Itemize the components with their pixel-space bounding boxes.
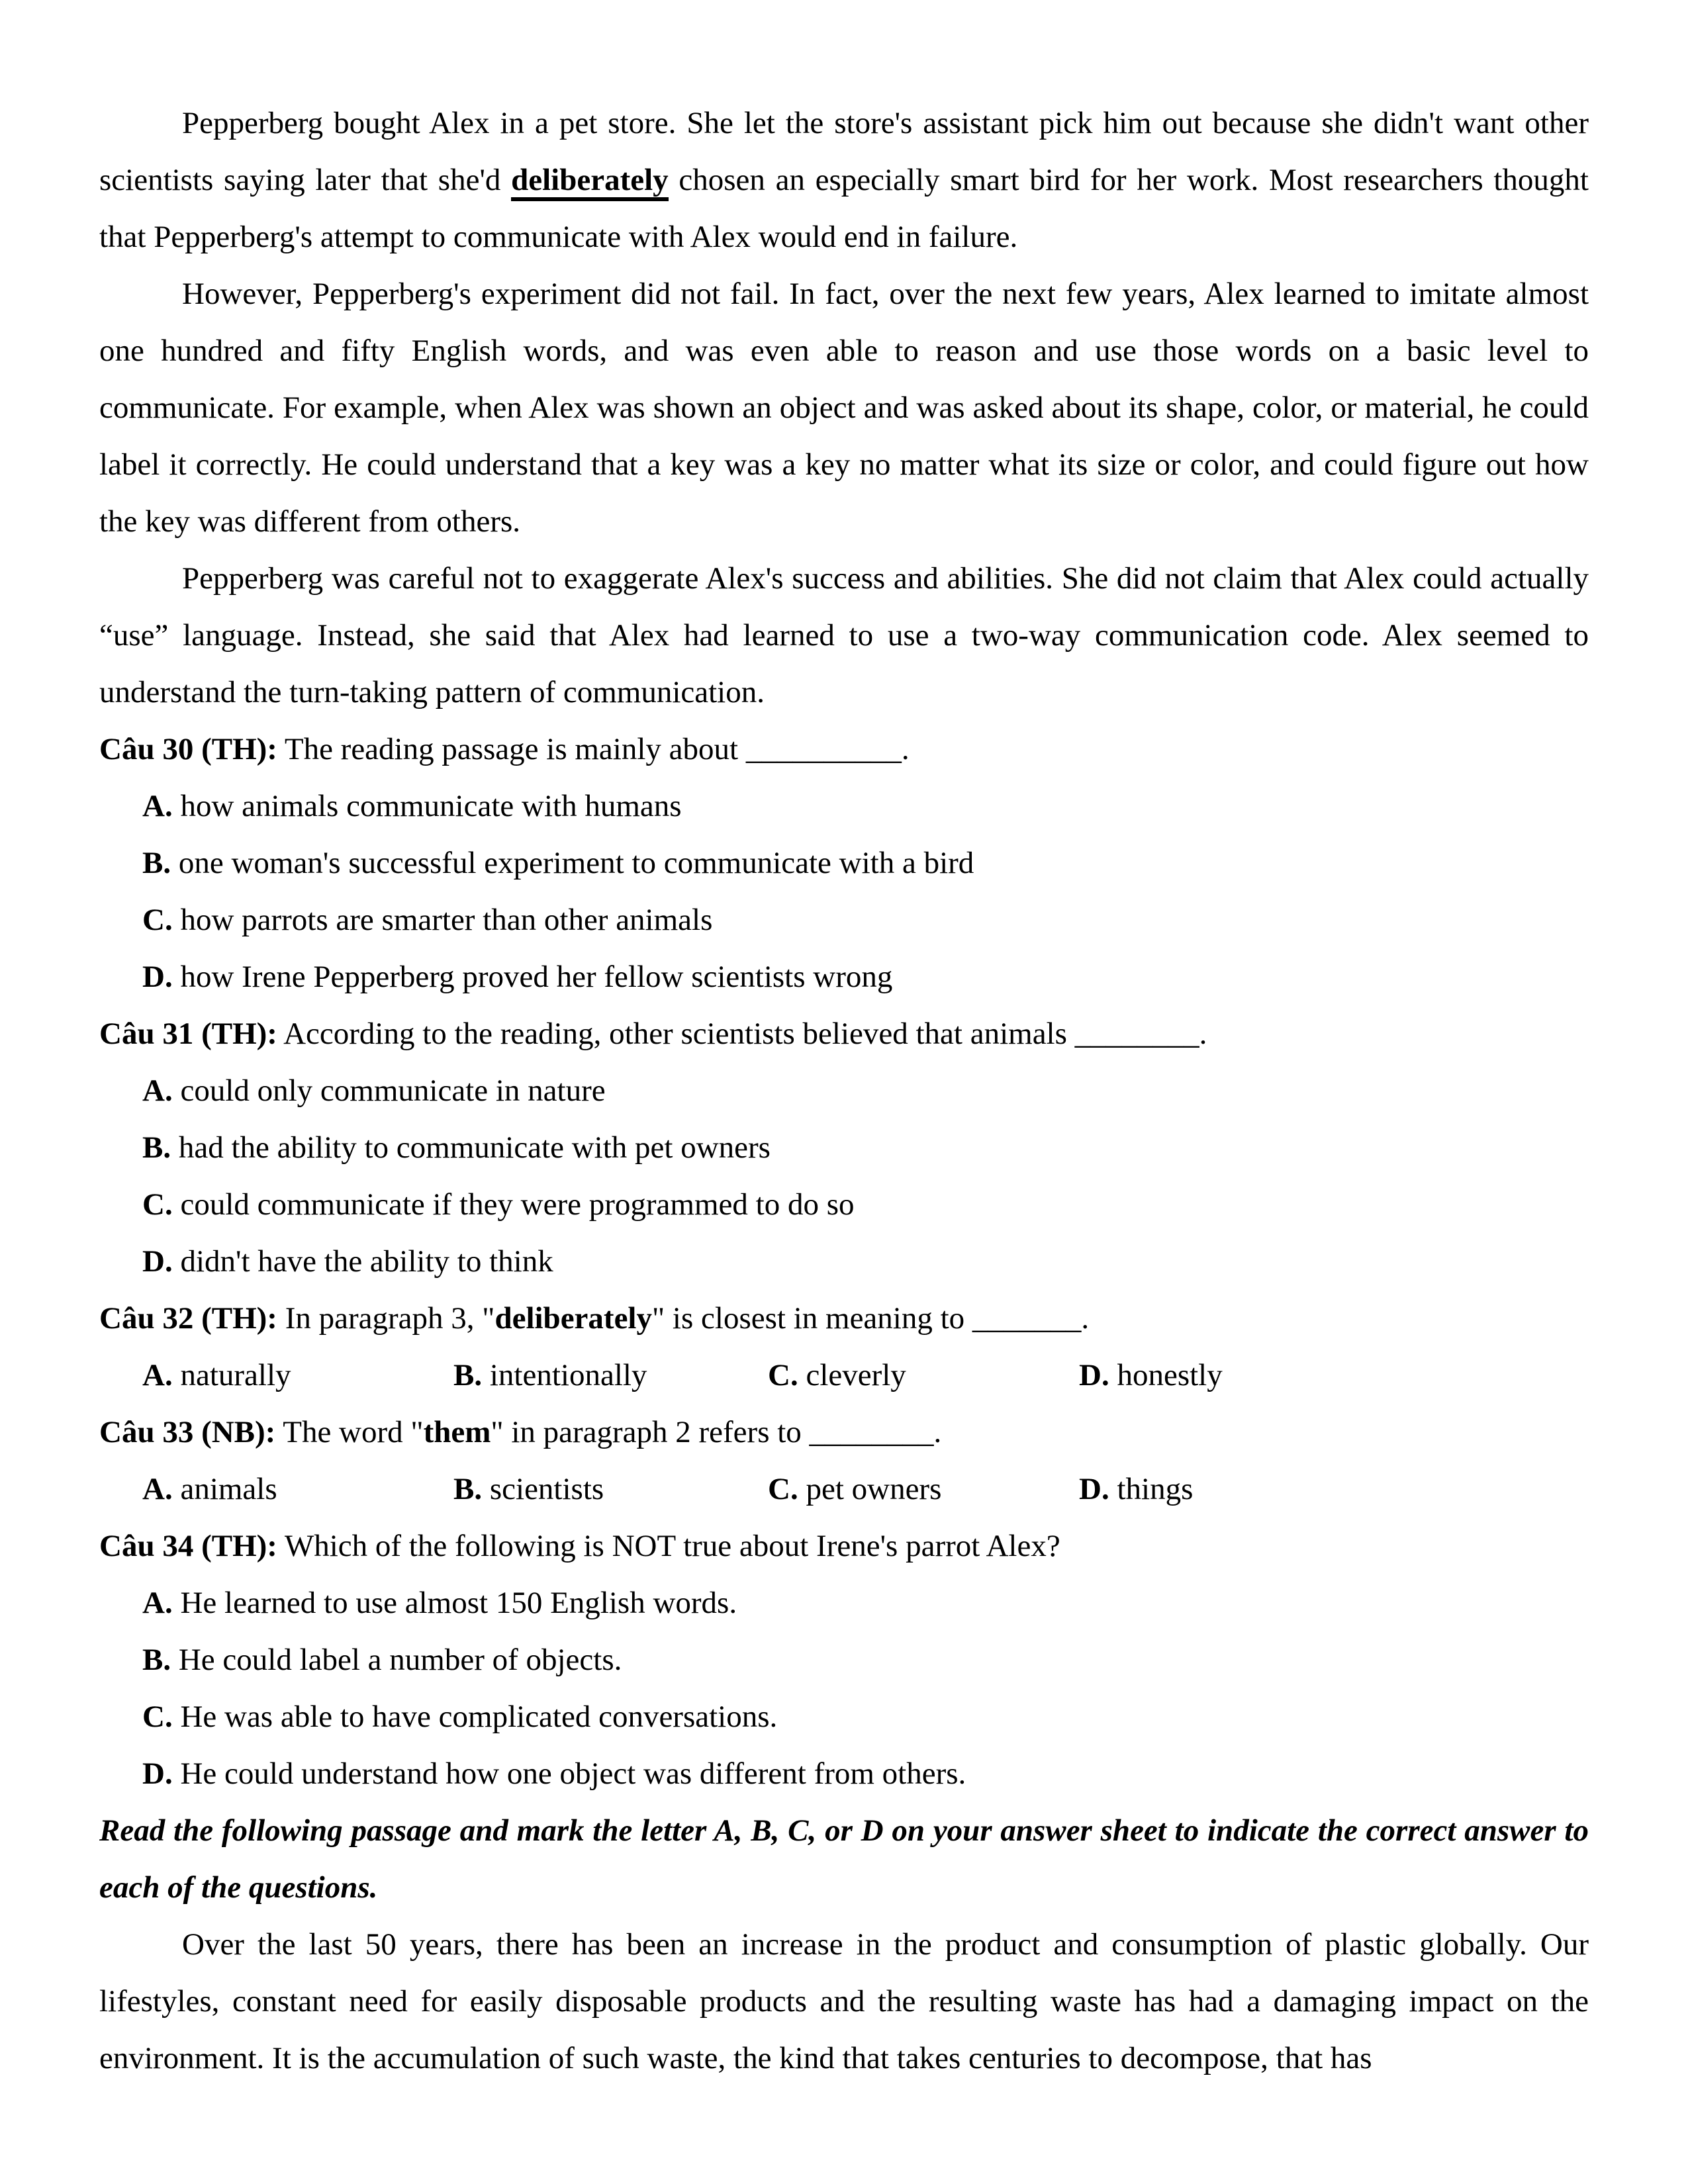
option-d	[99, 1745, 1589, 1802]
option-text: He could label a number of objects.	[178, 1643, 622, 1677]
option-c	[99, 891, 1589, 948]
option-letter: B.	[142, 846, 171, 880]
question-text: Which of the following is NOT true about Irene's parrot Alex?	[277, 1529, 1060, 1563]
question-bold-term: deliberately	[494, 1301, 652, 1336]
paragraph-text: chosen an especially smart bird for her work. Most researchers thought that Pepperberg's attempt to communicate with Alex would end in failure.	[99, 163, 1589, 254]
option-letter: C.	[142, 1187, 173, 1222]
option-letter: C.	[142, 903, 173, 937]
option-text: scientists	[489, 1472, 604, 1506]
option-letter: A.	[142, 789, 173, 823]
option-d	[99, 1233, 1589, 1290]
option-text: cleverly	[806, 1358, 906, 1392]
option-text: He could understand how one object was different from others.	[180, 1756, 966, 1791]
option-text: He learned to use almost 150 English words.	[180, 1586, 737, 1620]
underlined-keyword: deliberately	[511, 163, 669, 201]
passage1-paragraph-3: Pepperberg was careful not to exaggerate Alex's success and abilities. She did not claim that Alex could actually “use” language. Instead, she said that Alex had learned to use a two-way communication code. Alex seemed to understand the turn-taking pattern of communication.	[99, 561, 1589, 709]
option-a	[99, 778, 1589, 835]
option-text: didn't have the ability to think	[180, 1244, 553, 1279]
option-text: how Irene Pepperberg proved her fellow scientists wrong	[180, 960, 893, 994]
options-row	[99, 1461, 1589, 1518]
option-d	[1079, 1461, 1589, 1518]
option-letter: C.	[768, 1472, 798, 1506]
question-blank: __________.	[745, 732, 910, 766]
question-text: The word "	[275, 1415, 424, 1449]
question-31	[99, 1005, 1589, 1290]
option-a	[142, 1461, 453, 1518]
option-text: could only communicate in nature	[180, 1073, 606, 1108]
option-c	[768, 1347, 1079, 1404]
question-text: In paragraph 3, "	[277, 1301, 495, 1336]
question-number-label: Câu 32 (TH):	[99, 1301, 277, 1336]
option-letter: A.	[142, 1073, 173, 1108]
option-b	[453, 1347, 768, 1404]
question-blank: " in paragraph 2 refers to ________.	[491, 1415, 942, 1449]
option-letter: D.	[1079, 1358, 1109, 1392]
option-b	[99, 835, 1589, 891]
question-30	[99, 721, 1589, 1005]
option-b	[99, 1119, 1589, 1176]
question-34	[99, 1518, 1589, 1802]
question-stem	[99, 1518, 1589, 1574]
question-blank: " is closest in meaning to _______.	[652, 1301, 1090, 1336]
option-text: how parrots are smarter than other animals	[180, 903, 713, 937]
question-blank: ________.	[1074, 1017, 1207, 1051]
passage2-paragraph-1: Over the last 50 years, there has been an increase in the product and consumption of plastic globally. Our lifestyles, constant need for easily disposable products and the resulting waste has had a damaging impact on the environment. It is the accumulation of such waste, the kind that takes centuries to decompose, that has	[99, 1927, 1589, 2075]
question-text: The reading passage is mainly about	[277, 732, 746, 766]
option-letter: B.	[453, 1472, 483, 1506]
option-letter: B.	[142, 1130, 171, 1165]
option-a	[99, 1062, 1589, 1119]
options-row	[99, 1347, 1589, 1404]
option-letter: B.	[453, 1358, 483, 1392]
option-letter: B.	[142, 1643, 171, 1677]
question-stem	[99, 1290, 1589, 1347]
option-d	[1079, 1347, 1589, 1404]
option-b	[99, 1631, 1589, 1688]
passage1-paragraph-1	[99, 95, 1589, 265]
option-letter: D.	[142, 1756, 173, 1791]
option-text: things	[1117, 1472, 1194, 1506]
question-stem	[99, 721, 1589, 778]
question-33	[99, 1404, 1589, 1518]
option-text: one woman's successful experiment to communicate with a bird	[178, 846, 974, 880]
option-letter: D.	[1079, 1472, 1109, 1506]
option-text: He was able to have complicated conversations.	[180, 1700, 778, 1734]
question-text: According to the reading, other scientists believed that animals	[277, 1017, 1075, 1051]
question-number-label: Câu 31 (TH):	[99, 1017, 277, 1051]
option-letter: C.	[768, 1358, 798, 1392]
option-text: had the ability to communicate with pet owners	[178, 1130, 771, 1165]
option-c	[768, 1461, 1079, 1518]
option-c	[99, 1688, 1589, 1745]
section-instruction: Read the following passage and mark the letter A, B, C, or D on your answer sheet to indicate the correct answer to each of the questions.	[99, 1813, 1589, 1905]
option-b	[453, 1461, 768, 1518]
question-number-label: Câu 30 (TH):	[99, 732, 277, 766]
option-text: pet owners	[806, 1472, 942, 1506]
question-number-label: Câu 34 (TH):	[99, 1529, 277, 1563]
option-letter: A.	[142, 1358, 173, 1392]
option-text: honestly	[1117, 1358, 1223, 1392]
option-text: intentionally	[489, 1358, 647, 1392]
question-bold-term: them	[423, 1415, 491, 1449]
option-letter: A.	[142, 1586, 173, 1620]
option-text: naturally	[180, 1358, 291, 1392]
question-number-label: Câu 33 (NB):	[99, 1415, 276, 1449]
passage1-paragraph-2: However, Pepperberg's experiment did not fail. In fact, over the next few years, Alex learned to imitate almost one hundred and fifty English words, and was even able to reason and use those words on a basic level to communicate. For example, when Alex was shown an object and was asked about its shape, color, or material, he could label it correctly. He could understand that a key was a key no matter what its size or color, and could figure out how the key was different from others.	[99, 277, 1589, 539]
option-letter: D.	[142, 1244, 173, 1279]
question-stem	[99, 1404, 1589, 1461]
option-a	[142, 1347, 453, 1404]
option-text: could communicate if they were programmed to do so	[180, 1187, 855, 1222]
option-text: animals	[180, 1472, 277, 1506]
question-stem	[99, 1005, 1589, 1062]
option-c	[99, 1176, 1589, 1233]
option-a	[99, 1574, 1589, 1631]
paragraph-text: Pepperberg bought Alex in a pet store. She let the store's assistant pick him out because she didn't want other scientists saying later that she'd	[99, 106, 1589, 197]
option-letter: A.	[142, 1472, 173, 1506]
option-text: how animals communicate with humans	[180, 789, 682, 823]
option-letter: D.	[142, 960, 173, 994]
question-32	[99, 1290, 1589, 1404]
option-letter: C.	[142, 1700, 173, 1734]
option-d	[99, 948, 1589, 1005]
